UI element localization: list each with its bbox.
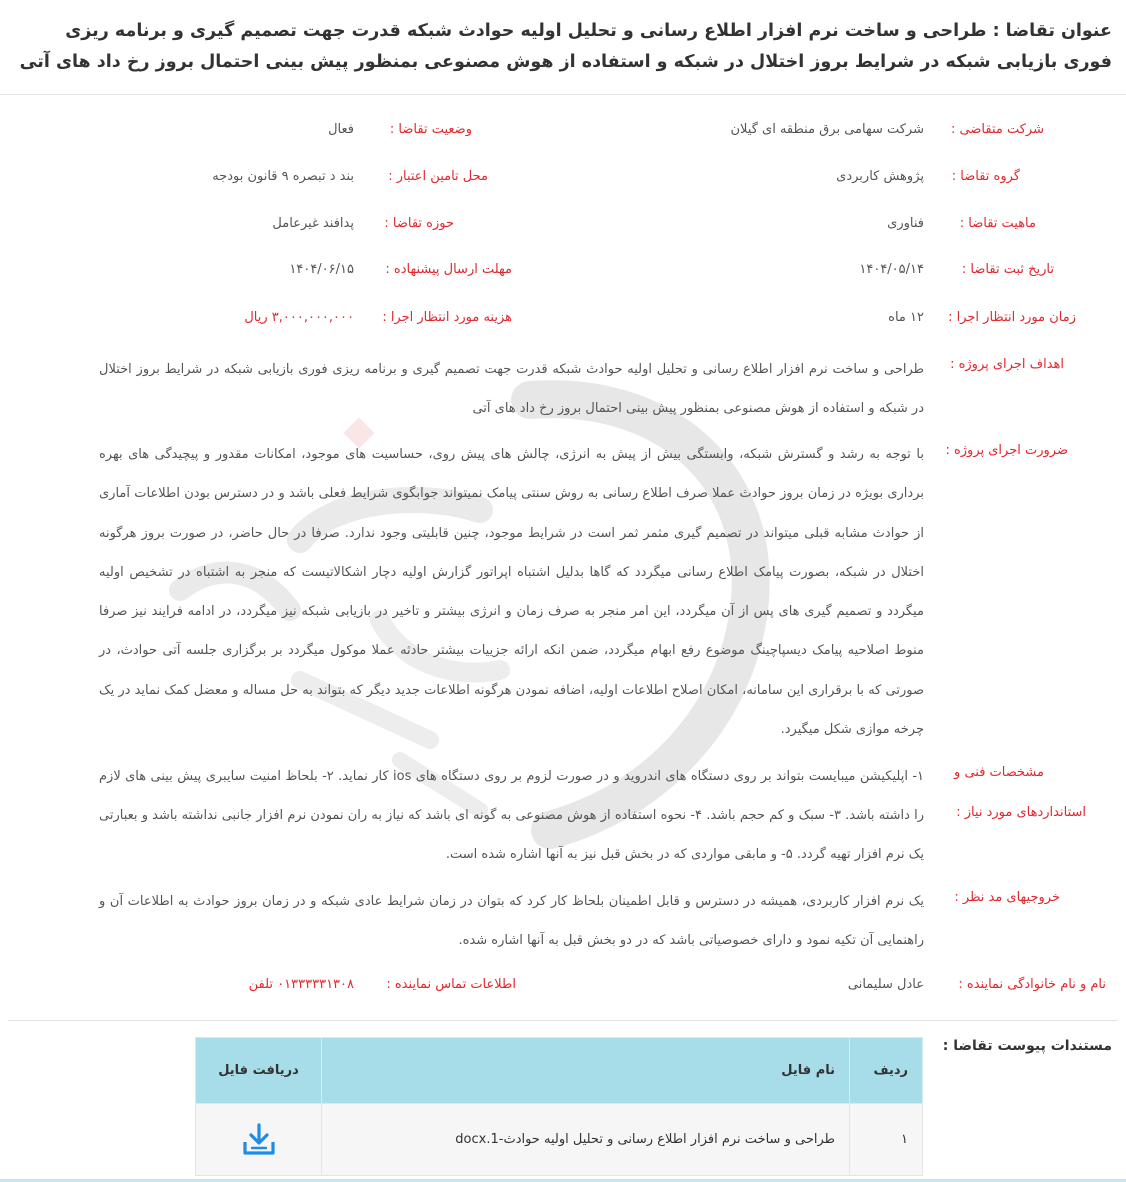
reg-date-value: ۱۴۰۴/۰۵/۱۴ [859,262,924,277]
rep-name-value: عادل سلیمانی [847,977,924,992]
duration-value: ۱۲ ماه [888,310,924,325]
funding-label: محل تامین اعتبار : [388,169,488,184]
header-file-name: نام فایل [322,1038,850,1104]
status-value: فعال [328,122,354,137]
cost-value: ۳,۰۰۰,۰۰۰,۰۰۰ ریال [244,310,354,325]
deadline-label: مهلت ارسال پیشنهاده : [385,262,512,277]
table-row [196,1104,923,1176]
goals-text: طراحی و ساخت نرم افزار اطلاع رسانی و تحلیل اولیه حوادث شبکه قدرت جهت تصمیم گیری و برنامه ریزی فوری بازیابی شبکه در شرایط بروز اختلال در شبکه و استفاده از هوش مصنوعی بمنظور پیش بینی احتمال بروز رخ داد های آتی [99,362,924,416]
download-cell [196,1104,322,1176]
necessity-label: ضرورت اجرای پروژه : [945,443,1068,458]
specs-label-line1: مشخصات فنی و [954,765,1044,780]
goals-label: اهداف اجرای پروژه : [950,357,1064,372]
status-label: وضعیت تقاضا : [389,122,472,137]
specs-label-line2: استانداردهای مورد نیاز : [956,805,1086,820]
outputs-text: یک نرم افزار کاربردی، همیشه در دسترس و قابل اطمینان بلحاظ کار کرد که بتوان در زمان شرایط عادی شبکه و در زمان بروز حوادث به اطلاعات آن و راهنمایی آن تکیه نمود و دارای خصوصیاتی باشد که در دو بخش قبل به آنها اشاره شده. [99,894,924,948]
nature-label: ماهیت تقاضا : [959,216,1036,231]
header-download: دریافت فایل [196,1038,322,1104]
funding-value: بند د تبصره ۹ قانون بودجه [212,169,354,184]
row-number: ۱ [850,1104,923,1176]
rep-name-label: نام و نام خانوادگی نماینده : [958,977,1106,992]
rep-contact-value: ۰۱۳۳۳۳۳۱۳۰۸ تلفن [248,977,354,992]
cost-label: هزینه مورد انتظار اجرا : [382,310,512,325]
applicant-value: شرکت سهامی برق منطقه ای گیلان [730,122,924,137]
nature-value: فناوری [887,216,924,231]
applicant-label: شرکت متقاضی : [951,122,1044,137]
domain-value: پدافند غیرعامل [272,216,354,231]
section-divider [8,1020,1118,1021]
duration-label: زمان مورد انتظار اجرا : [948,310,1076,325]
file-name: طراحی و ساخت نرم افزار اطلاع رسانی و تحلیل اولیه حوادث-1.docx [322,1104,850,1176]
page-title: عنوان تقاضا : طراحی و ساخت نرم افزار اطلاع رسانی و تحلیل اولیه حوادث شبکه قدرت جهت تصمیم گیری و برنامه ریزی فوری بازیابی شبکه در شرایط بروز اختلال در شبکه و استفاده از هوش مصنوعی بمنظور پیش بینی احتمال بروز رخ داد های آتی [0,0,1126,95]
table-header-row [196,1038,923,1104]
outputs-label: خروجیهای مد نظر : [954,890,1060,905]
attachments-table [195,1037,923,1176]
group-label: گروه تقاضا : [951,169,1020,184]
rep-contact-label: اطلاعات تماس نماینده : [386,977,516,992]
domain-label: حوزه تقاضا : [384,216,454,231]
deadline-value: ۱۴۰۴/۰۶/۱۵ [289,262,354,277]
group-value: پژوهش کاربردی [836,169,924,184]
download-icon[interactable] [239,1120,279,1160]
attachments-label: مستندات پیوست تقاضا : [942,1038,1112,1054]
specs-text: ۱- اپلیکیشن میبایست بتواند بر روی دستگاه های اندروید و در صورت لزوم بر روی دستگاه های ios کار نماید. ۲- بلحاظ امنیت سایبری پیش بینی های لازم را داشته باشد. ۳- سبک و کم حجم باشد. ۴- نحوه استفاده از هوش مصنوعی به گونه ای باشد که نیاز به ران نمودن نرم افزار جانبی نداشته باشد و بعبارتی یک نرم افزار تهیه گردد. ۵- و مابقی مواردی که در بخش قبل نیز به آنها اشاره شده است. [99,769,925,862]
header-row-number: ردیف [850,1038,923,1104]
reg-date-label: تاریخ ثبت تقاضا : [961,262,1054,277]
necessity-text: با توجه به رشد و گسترش شبکه، وابستگی بیش از پیش به انرژی، چالش های پیش روی، حساسیت های موجود، امکانات مقدور و پیچیدگی های بهره برداری بویژه در زمان بروز حوادث عملا صرف اطلاع رسانی به روش سنتی پیامک نمیتواند جوابگوی شرایط فعلی باشد و در دسترس بودن اطلاعات آماری از حوادث مشابه قبلی میتواند در تصمیم گیری مثمر ثمر است در شرایط موجود، چنین قابلیتی وجود ندارد. صرفا در حال حاضر، در صورت بروز هرگونه اختلال در شبکه، بصورت پیامک اطلاع رسانی میگردد که گاها بدلیل اشتباه اپراتور گزارش اولیه دچار اشکالاتیست که منجر به اشتباه در تشخیص اولیه میگردد و تصمیم گیری های پس از آن میگردد، این امر منجر به صرف زمان و انرژی بیشتر و تاخیر در بازیابی شبکه نیز میگردد، در ادامه فرایند نیز صرفا منوط اصلاحیه پیامک دیسپاچینگ موضوع رفع ابهام میگردد، ضمن انکه ارائه جزییات بیشتر حادثه عملا موکول میگردد بر برگزاری جلسه آتی حوادث، در صورتی که با برقراری این سامانه، امکان اصلاح اطلاعات اولیه، اضافه نمودن هرگونه اطلاعات جدید دیگر که بتواند به حل مساله و معضل کمک نماید در یک چرخه موازی شکل میگیرد. [99,447,924,738]
